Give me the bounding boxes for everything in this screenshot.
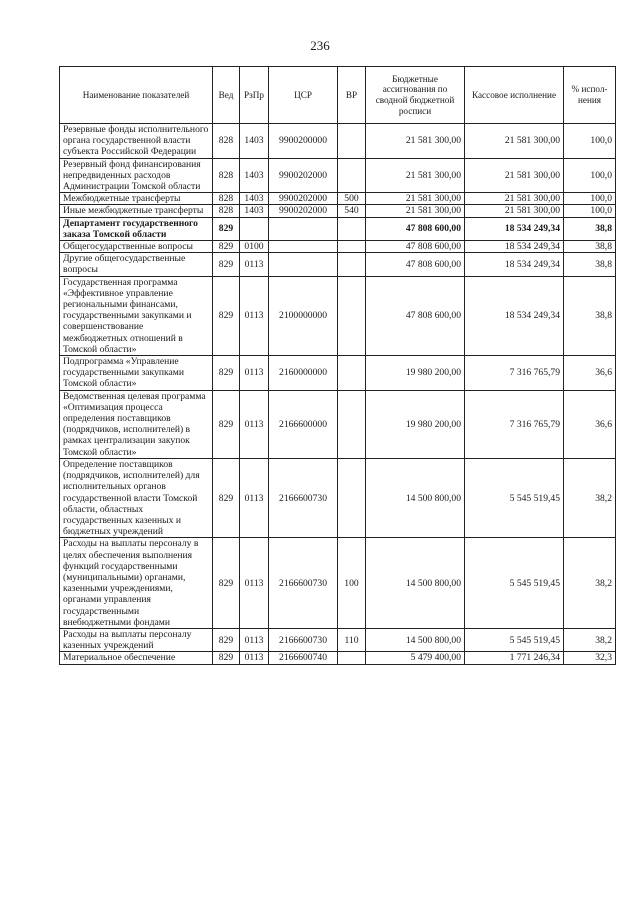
cell-name: Расходы на выплаты персоналу в целях обеспечения выполнения функций государственными (муниципальными) органами, казенными учреждениями, органами управления государственными внебюджетными фондами	[60, 538, 213, 629]
cell-ved: 829	[213, 356, 240, 391]
table-row	[60, 193, 616, 205]
cell-cash: 7 316 765,79	[465, 356, 564, 391]
cell-rzpr: 0113	[240, 390, 269, 458]
cell-vr	[338, 241, 366, 253]
cell-cash: 21 581 300,00	[465, 193, 564, 205]
cell-budget: 47 808 600,00	[366, 241, 465, 253]
cell-budget: 21 581 300,00	[366, 193, 465, 205]
cell-cash: 18 534 249,34	[465, 217, 564, 240]
cell-csr: 2166600000	[269, 390, 338, 458]
cell-name: Материальное обеспечение	[60, 652, 213, 664]
cell-ved: 829	[213, 390, 240, 458]
cell-vr	[338, 276, 366, 355]
cell-budget: 47 808 600,00	[366, 217, 465, 240]
cell-csr: 2100000000	[269, 276, 338, 355]
cell-vr: 500	[338, 193, 366, 205]
cell-pct: 36,6	[564, 390, 616, 458]
cell-pct: 100,0	[564, 193, 616, 205]
cell-pct: 38,2	[564, 458, 616, 537]
cell-name: Департамент государственного заказа Томской области	[60, 217, 213, 240]
cell-csr: 9900202000	[269, 193, 338, 205]
table-row	[60, 124, 616, 159]
cell-ved: 829	[213, 538, 240, 629]
table-row	[60, 217, 616, 240]
table-row	[60, 628, 616, 651]
cell-rzpr: 0113	[240, 538, 269, 629]
cell-budget: 47 808 600,00	[366, 253, 465, 276]
table-header-row	[60, 67, 616, 124]
cell-name: Иные межбюджетные трансферты	[60, 205, 213, 217]
cell-ved: 829	[213, 241, 240, 253]
header-budget: Бюджетные ассигнования по сводной бюджетной росписи	[366, 67, 465, 124]
cell-rzpr: 0113	[240, 652, 269, 664]
page-number: 236	[310, 38, 330, 53]
cell-budget: 19 980 200,00	[366, 356, 465, 391]
cell-rzpr: 0113	[240, 356, 269, 391]
cell-ved: 828	[213, 124, 240, 159]
cell-budget: 21 581 300,00	[366, 124, 465, 159]
table-row	[60, 652, 616, 664]
cell-rzpr: 0113	[240, 628, 269, 651]
cell-pct: 38,2	[564, 538, 616, 629]
table-row	[60, 390, 616, 458]
cell-pct: 36,6	[564, 356, 616, 391]
cell-name: Резервные фонды исполнительного органа государственной власти субъекта Российской Федерации	[60, 124, 213, 159]
cell-budget: 14 500 800,00	[366, 538, 465, 629]
cell-ved: 828	[213, 193, 240, 205]
cell-csr: 2166600730	[269, 628, 338, 651]
table-row	[60, 253, 616, 276]
cell-ved: 829	[213, 253, 240, 276]
table-row	[60, 458, 616, 537]
cell-cash: 18 534 249,34	[465, 253, 564, 276]
cell-cash: 21 581 300,00	[465, 205, 564, 217]
cell-cash: 5 545 519,45	[465, 538, 564, 629]
cell-csr: 2166600730	[269, 458, 338, 537]
header-ved: Вед	[213, 67, 240, 124]
cell-csr: 2166600730	[269, 538, 338, 629]
cell-cash: 18 534 249,34	[465, 276, 564, 355]
cell-rzpr: 1403	[240, 124, 269, 159]
cell-csr: 2166600740	[269, 652, 338, 664]
header-rzpr: РзПр	[240, 67, 269, 124]
cell-name: Общегосударственные вопросы	[60, 241, 213, 253]
cell-pct: 38,8	[564, 217, 616, 240]
cell-ved: 829	[213, 217, 240, 240]
cell-vr	[338, 356, 366, 391]
cell-name: Резервный фонд финансирования непредвиденных расходов Администрации Томской области	[60, 158, 213, 193]
cell-vr	[338, 652, 366, 664]
cell-vr	[338, 124, 366, 159]
table-row	[60, 158, 616, 193]
table-row	[60, 205, 616, 217]
cell-pct: 38,2	[564, 628, 616, 651]
cell-ved: 828	[213, 205, 240, 217]
cell-vr: 100	[338, 538, 366, 629]
cell-ved: 829	[213, 652, 240, 664]
cell-cash: 1 771 246,34	[465, 652, 564, 664]
cell-csr: 2160000000	[269, 356, 338, 391]
cell-cash: 5 545 519,45	[465, 628, 564, 651]
cell-rzpr	[240, 217, 269, 240]
cell-pct: 38,8	[564, 253, 616, 276]
table-row	[60, 356, 616, 391]
header-cash: Кассовое исполнение	[465, 67, 564, 124]
cell-ved: 828	[213, 158, 240, 193]
cell-rzpr: 1403	[240, 205, 269, 217]
cell-rzpr: 0113	[240, 253, 269, 276]
header-csr: ЦСР	[269, 67, 338, 124]
cell-rzpr: 0100	[240, 241, 269, 253]
cell-pct: 38,8	[564, 276, 616, 355]
cell-vr	[338, 217, 366, 240]
cell-budget: 14 500 800,00	[366, 628, 465, 651]
table-row	[60, 276, 616, 355]
cell-ved: 829	[213, 628, 240, 651]
cell-rzpr: 0113	[240, 458, 269, 537]
cell-name: Межбюджетные трансферты	[60, 193, 213, 205]
cell-name: Определение поставщиков (подрядчиков, исполнителей) для исполнительных органов государственной власти Томской области, областных государственных казенных и бюджетных учреждений	[60, 458, 213, 537]
cell-rzpr: 0113	[240, 276, 269, 355]
cell-budget: 19 980 200,00	[366, 390, 465, 458]
table-body	[60, 124, 616, 665]
cell-vr: 540	[338, 205, 366, 217]
cell-cash: 5 545 519,45	[465, 458, 564, 537]
cell-vr	[338, 458, 366, 537]
cell-name: Подпрограмма «Управление государственными закупками Томской области»	[60, 356, 213, 391]
cell-rzpr: 1403	[240, 193, 269, 205]
cell-budget: 14 500 800,00	[366, 458, 465, 537]
cell-cash: 7 316 765,79	[465, 390, 564, 458]
cell-pct: 100,0	[564, 205, 616, 217]
cell-name: Ведомственная целевая программа «Оптимизация процесса определения поставщиков (подрядчиков, исполнителей) в рамках централизации закупок Томской области»	[60, 390, 213, 458]
cell-pct: 32,3	[564, 652, 616, 664]
cell-pct: 100,0	[564, 158, 616, 193]
cell-name: Другие общегосударственные вопросы	[60, 253, 213, 276]
cell-csr	[269, 241, 338, 253]
cell-vr: 110	[338, 628, 366, 651]
cell-ved: 829	[213, 276, 240, 355]
cell-name: Расходы на выплаты персоналу казенных учреждений	[60, 628, 213, 651]
cell-budget: 5 479 400,00	[366, 652, 465, 664]
cell-vr	[338, 390, 366, 458]
cell-csr: 9900202000	[269, 205, 338, 217]
table-row	[60, 241, 616, 253]
header-pct: % испол-нения	[564, 67, 616, 124]
header-name: Наименование показателей	[60, 67, 213, 124]
cell-csr	[269, 253, 338, 276]
cell-csr: 9900202000	[269, 158, 338, 193]
cell-vr	[338, 253, 366, 276]
cell-vr	[338, 158, 366, 193]
cell-budget: 21 581 300,00	[366, 158, 465, 193]
cell-ved: 829	[213, 458, 240, 537]
cell-budget: 47 808 600,00	[366, 276, 465, 355]
cell-csr	[269, 217, 338, 240]
cell-cash: 18 534 249,34	[465, 241, 564, 253]
cell-name: Государственная программа «Эффективное управление региональными финансами, государственными закупками и совершенствование межбюджетных отношений в Томской области»	[60, 276, 213, 355]
cell-csr: 9900200000	[269, 124, 338, 159]
table-row	[60, 538, 616, 629]
cell-pct: 38,8	[564, 241, 616, 253]
cell-cash: 21 581 300,00	[465, 124, 564, 159]
header-vr: ВР	[338, 67, 366, 124]
cell-cash: 21 581 300,00	[465, 158, 564, 193]
cell-pct: 100,0	[564, 124, 616, 159]
cell-budget: 21 581 300,00	[366, 205, 465, 217]
budget-execution-table	[59, 66, 616, 665]
cell-rzpr: 1403	[240, 158, 269, 193]
